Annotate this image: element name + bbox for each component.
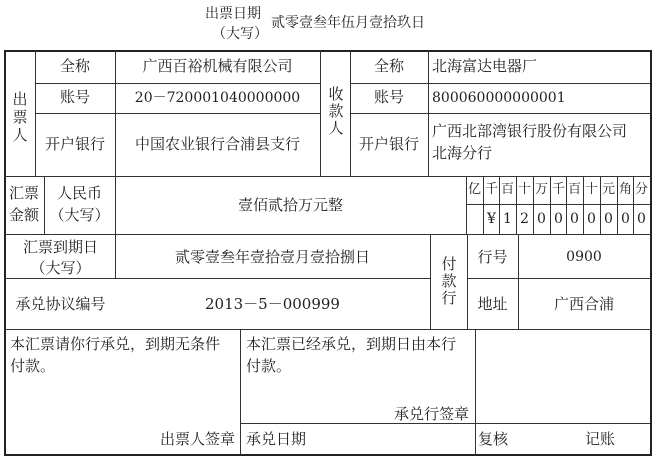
amount-digit: 0 bbox=[621, 211, 630, 227]
amount-digit: 1 bbox=[503, 211, 512, 227]
acceptance-date-label: 承兑日期 bbox=[246, 430, 307, 448]
payee-name-label: 全称 bbox=[373, 57, 404, 75]
payee-account-label: 账号 bbox=[373, 88, 404, 106]
accepted-text-line2: 付款。 bbox=[246, 357, 292, 375]
unit-header: 角 bbox=[618, 182, 632, 197]
agreement-value: 2013－5－000999 bbox=[205, 295, 340, 313]
unit-header: 千 bbox=[484, 182, 498, 197]
unit-header: 百 bbox=[500, 182, 514, 197]
payee-bank-value-line1: 广西北部湾银行股份有限公司 bbox=[432, 122, 628, 140]
unit-header: 万 bbox=[534, 182, 548, 197]
drawer-bank-value: 中国农业银行合浦县支行 bbox=[134, 135, 300, 153]
payee-name-value: 北海富达电器厂 bbox=[432, 57, 538, 75]
payee-bank-label: 开户银行 bbox=[358, 135, 419, 153]
due-label-line1: 汇票到期日 bbox=[22, 238, 98, 256]
drawer-account-value: 20－720001040000000 bbox=[134, 90, 301, 106]
table-right-border bbox=[650, 50, 652, 456]
drawer-name-value: 广西百裕机械有限公司 bbox=[142, 57, 293, 75]
due-label-line2: （大写） bbox=[30, 259, 91, 277]
amount-currency-line1: 人民币 bbox=[56, 184, 102, 202]
record-label: 记账 bbox=[585, 430, 616, 448]
paying-bank-address-value: 广西合浦 bbox=[553, 295, 614, 313]
unit-header: 百 bbox=[567, 182, 581, 197]
issue-date-value: 贰零壹叁年伍月壹拾玖日 bbox=[271, 15, 425, 31]
unit-header: 亿 bbox=[467, 182, 481, 197]
request-text-line1: 本汇票请你行承兑，到期无条件 bbox=[10, 335, 221, 353]
amount-digit: 0 bbox=[554, 211, 563, 227]
amount-words: 壹佰贰拾万元整 bbox=[237, 196, 343, 214]
drawer-name-label: 全称 bbox=[59, 57, 90, 75]
accepted-text-line1: 本汇票已经承兑，到期日由本行 bbox=[246, 335, 457, 353]
amount-label-line2: 金额 bbox=[9, 206, 40, 224]
amount-digit: ¥ bbox=[487, 211, 496, 227]
payee-account-value: 800060000000001 bbox=[432, 90, 566, 106]
amount-digit: 0 bbox=[537, 211, 546, 227]
amount-digit: 0 bbox=[637, 211, 646, 227]
amount-digit: 0 bbox=[587, 211, 596, 227]
table-bottom-border bbox=[4, 454, 652, 456]
drawer-section-label: 出票人 bbox=[12, 90, 28, 144]
amount-digit: 2 bbox=[520, 211, 529, 227]
drawer-signature-label: 出票人签章 bbox=[160, 430, 236, 448]
issue-date-label: 出票日期 bbox=[205, 6, 261, 22]
unit-header: 十 bbox=[584, 182, 598, 197]
due-value: 贰零壹叁年壹拾壹月壹拾捌日 bbox=[174, 248, 370, 266]
amount-digit: 0 bbox=[570, 211, 579, 227]
drawer-bank-label: 开户银行 bbox=[44, 135, 105, 153]
drawer-account-label: 账号 bbox=[59, 88, 90, 106]
paying-bank-code-label: 行号 bbox=[477, 248, 508, 266]
amount-label-line1: 汇票 bbox=[9, 184, 40, 202]
paying-bank-section-label: 付款行 bbox=[441, 255, 457, 307]
issue-date-note: （大写） bbox=[212, 26, 268, 42]
agreement-label: 承兑协议编号 bbox=[15, 295, 106, 313]
paying-bank-code-value: 0900 bbox=[566, 249, 602, 265]
unit-header: 分 bbox=[634, 182, 648, 197]
unit-header: 千 bbox=[551, 182, 565, 197]
amount-currency-line2: （大写） bbox=[49, 206, 110, 224]
request-text-line2: 付款。 bbox=[10, 357, 56, 375]
review-label: 复核 bbox=[478, 430, 509, 448]
unit-header: 元 bbox=[601, 182, 615, 197]
unit-header: 十 bbox=[517, 182, 531, 197]
acceptor-signature-label: 承兑行签章 bbox=[394, 405, 470, 423]
payee-section-label: 收款人 bbox=[328, 85, 344, 137]
table-top-border bbox=[4, 50, 652, 52]
payee-bank-value-line2: 北海分行 bbox=[432, 144, 493, 162]
amount-digit: 0 bbox=[604, 211, 613, 227]
paying-bank-address-label: 地址 bbox=[477, 295, 508, 313]
